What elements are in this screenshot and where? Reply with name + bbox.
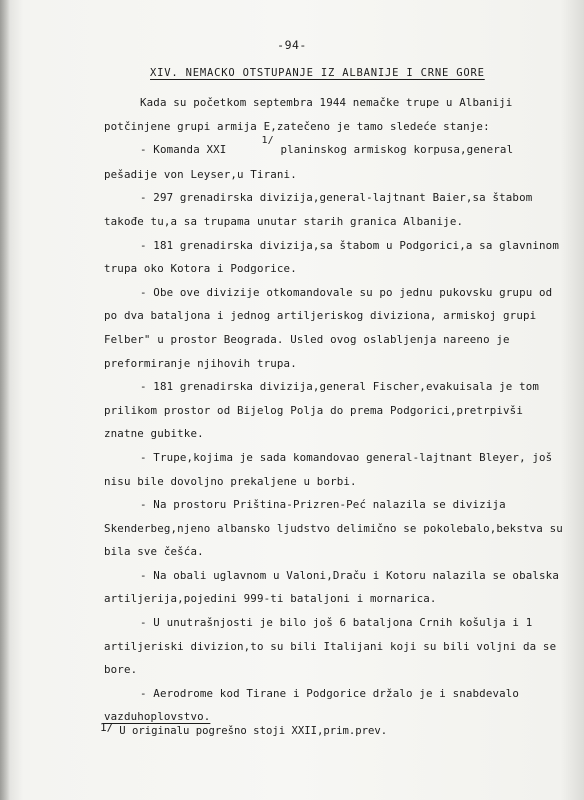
paragraph-skenderbeg: - Na prostoru Priština-Prizren-Peć nalazila se divizija Skenderbeg,njeno albansko ljudstvo delimično se pokolebalo,bekstva su bila sve češća. bbox=[104, 498, 563, 559]
footnote-text: U originalu pogrešno stoji XXII,prim.prev. bbox=[119, 725, 388, 737]
footnote-mark: 1/ bbox=[100, 721, 114, 734]
paragraph-297-division: - 297 grenadirska divizija,general-lajtnant Baier,sa štabom takođe tu,a sa trupama unutar starih granica Albanije. bbox=[104, 191, 533, 228]
scan-edge-shadow bbox=[0, 0, 10, 800]
paragraph-regimental-groups: - Obe ove divizije otkomandovale su po jednu pukovsku grupu od po dva bataljona i jednog artiljeriskog diviziona, armiskoj grupi Felber" u prostor Beograda. Usled ovog oslabljenja nareeno je preformiranje njihovih trupa. bbox=[104, 285, 553, 370]
chapter-heading: XIV. NEMACKO OTSTUPANJE IZ ALBANIJE I CRNE GORE bbox=[150, 67, 485, 79]
paragraph-corps-command bbox=[104, 135, 564, 186]
page-number: -94- bbox=[277, 38, 307, 52]
paragraph-text: - Komanda XXI bbox=[140, 143, 227, 157]
paragraph-airfields bbox=[104, 682, 564, 729]
body-text bbox=[104, 91, 564, 729]
paragraph-text: - Aerodrome kod Tirane i Podgorice držalo je i snabdevalo bbox=[140, 686, 520, 700]
underlined-word: vazduhoplovstvo. bbox=[104, 710, 211, 724]
paragraph-intro: Kada su početkom septembra 1944 nemačke trupe u Albaniji potčinjene grupi armija E,zatečeno je tamo sledeće stanje: bbox=[104, 96, 513, 133]
footnote-reference: 1/ bbox=[261, 135, 274, 147]
paragraph-black-shirts: - U unutrašnjosti je bilo još 6 bataljona Crnih košulja i 1 artiljeriski divizion,to su bili Italijani koji su bili voljni da se bore. bbox=[104, 616, 557, 677]
paragraph-181-evacuation: - 181 grenadirska divizija,general Fischer,evakuisala je tom prilikom prostor od Bijelog Polja do prema Podgorici,pretrpivši znatne gubitke. bbox=[104, 380, 540, 441]
paragraph-coastal: - Na obali uglavnom u Valoni,Draču i Kotoru nalazila se obalska artiljerija,pojedini 999-ti bataljoni i mornarica. bbox=[104, 568, 559, 606]
paragraph-181-division: - 181 grenadirska divizija,sa štabom u Podgorici,a sa glavninom trupa oko Kotora i Podgorice. bbox=[104, 238, 559, 276]
footnote bbox=[100, 721, 560, 737]
paragraph-troops-bleyer: - Trupe,kojima je sada komandovao general-lajtnant Bleyer, još nisu bile dovoljno prekaljene u borbi. bbox=[104, 450, 553, 488]
paragraph-text: planinskog armiskog korpusa,general pešadije von Leyser,u Tirani. bbox=[104, 143, 514, 181]
